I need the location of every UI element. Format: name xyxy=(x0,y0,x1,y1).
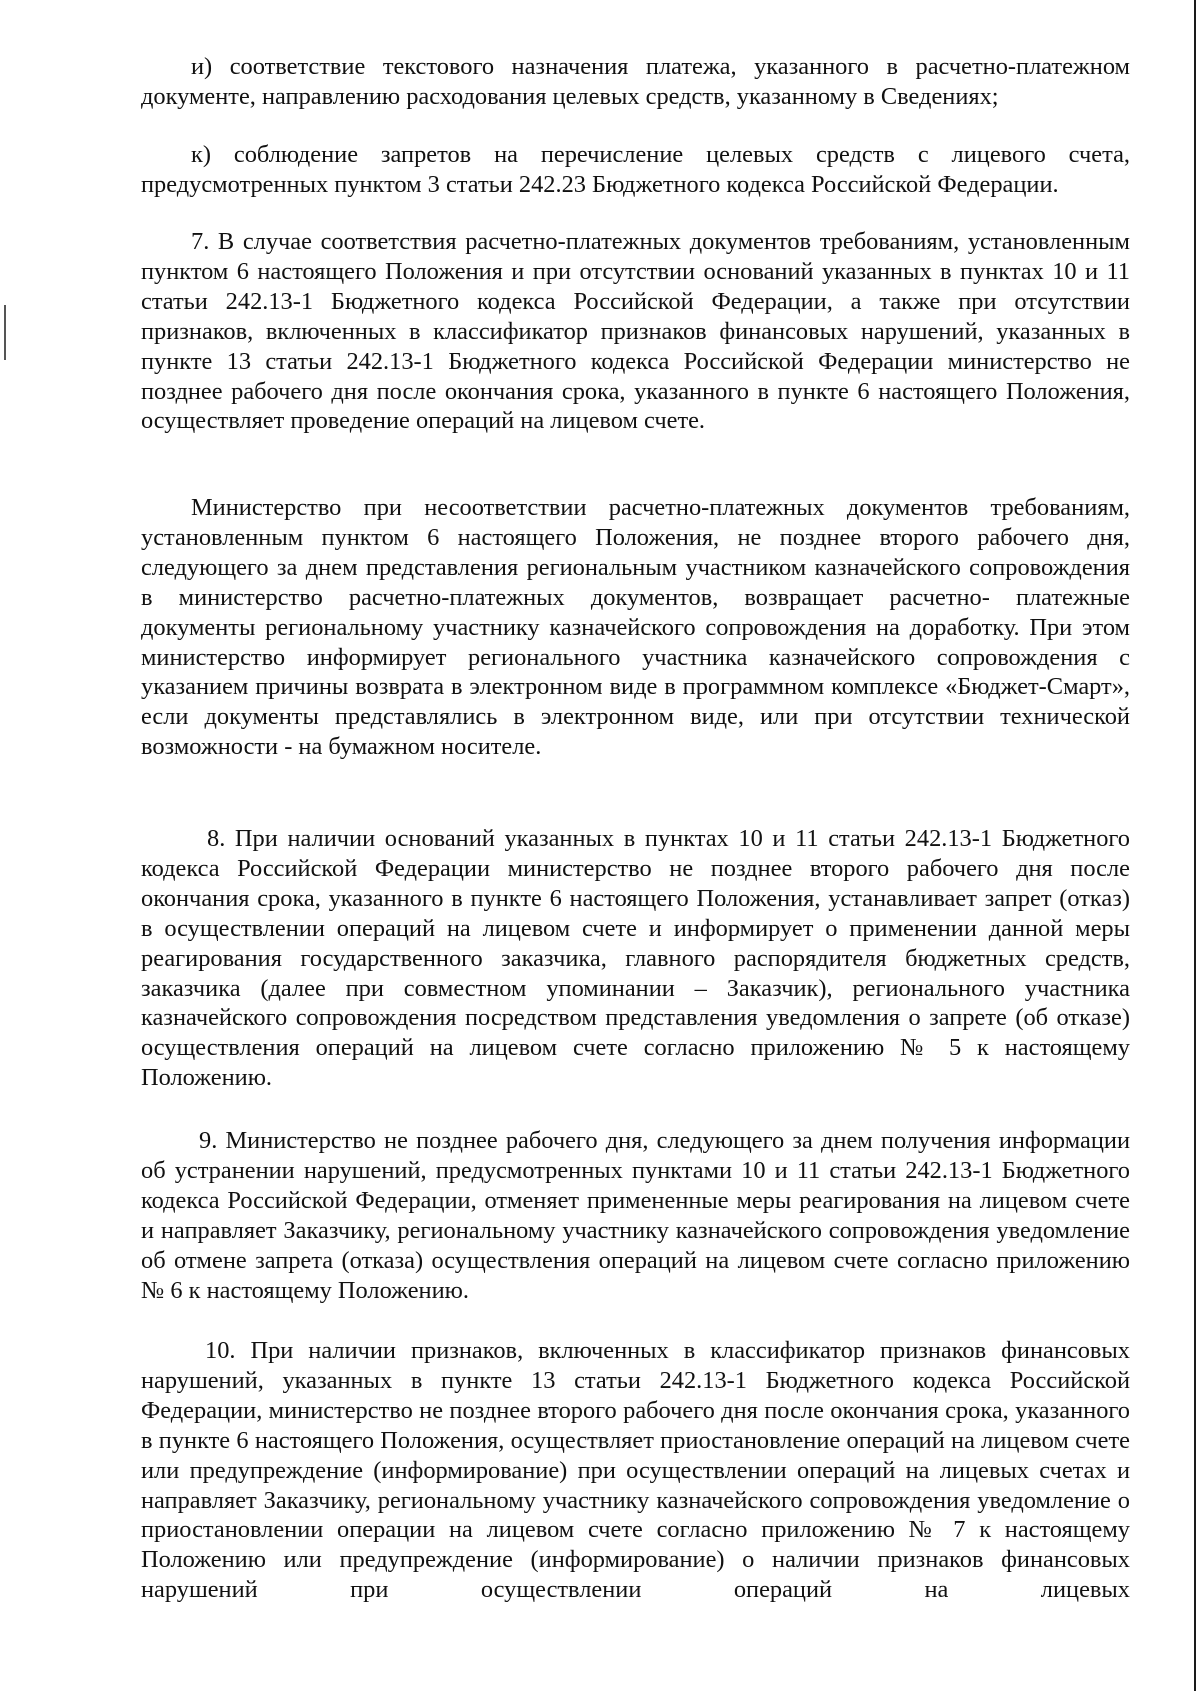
text-line: Российской Федерации министерство не позднее рабочего дня после окончания срока, xyxy=(141,347,1130,405)
text-line: приложению № 7 к настоящему Положению или предупреждение (информирование) о xyxy=(141,1516,1130,1574)
text-line: к) соблюдение запретов на перечисление целевых средств с лицевого счета, xyxy=(191,141,1130,168)
text-line: казначейского сопровождения с указанием причины возврата в электронном виде в xyxy=(141,643,1130,701)
text-line: Министерство при несоответствии расчетно-платежных документов требованиям, xyxy=(191,494,1130,521)
text-line: Федерации, министерство не позднее второго рабочего дня после окончания срока, xyxy=(141,1396,1009,1424)
text-line: и) соответствие текстового назначения платежа, указанного в расчетно-платежном xyxy=(191,53,1130,80)
text-line: установленным пунктом 6 настоящего Положения и при отсутствии оснований xyxy=(141,228,1130,285)
paragraph-section-10 xyxy=(141,1336,1130,1605)
text-line: главного распорядителя бюджетных средств, заказчика (далее при совместном xyxy=(141,944,1130,1002)
paragraph-text xyxy=(141,824,1130,1093)
text-line: информирует о применении данной меры реагирования государственного заказчика, xyxy=(141,914,1130,972)
paragraph-text xyxy=(141,493,1130,762)
text-line: сопровождения в министерство расчетно-платежных документов, возвращает расчетно- xyxy=(141,553,1130,611)
text-line: реагирования на лицевом счете и направляет Заказчику, региональному участнику xyxy=(141,1186,1130,1244)
paragraph-text xyxy=(141,140,1130,200)
text-line: Бюджетного кодекса Российской Федерации министерство не позднее второго рабочего xyxy=(141,825,1130,882)
paragraph-text xyxy=(141,52,1130,112)
text-line: Федерации, а также при отсутствии признаков, включенных в классификатор признаков xyxy=(141,287,1130,345)
text-line: на лицевом счете или предупреждение (информирование) при осуществлении операций xyxy=(141,1426,1130,1484)
paragraph-section-8 xyxy=(141,824,1130,1093)
paragraph-section-7-continuation xyxy=(141,493,1130,762)
paragraph-text xyxy=(141,227,1130,436)
page-edge-border xyxy=(1194,0,1196,1691)
text-line: упоминании – Заказчик), регионального участника казначейского сопровождения xyxy=(141,974,1130,1032)
text-line: предусмотренных пунктом 3 статьи 242.23 Бюджетного кодекса Российской Федерации. xyxy=(141,170,1059,198)
text-line: указанного в пункте 6 настоящего Положения, осуществляет приостановление операций xyxy=(141,1396,1130,1454)
text-line: лицевом счете. xyxy=(550,407,706,435)
text-line: 9. Министерство не позднее рабочего дня, следующего за днем получения xyxy=(199,1127,991,1154)
text-line: казначейского сопровождения уведомление об отмене запрета (отказа) осуществления xyxy=(141,1216,1131,1274)
text-line: доработку. При этом министерство информирует регионального участника xyxy=(141,613,1130,671)
text-line: следующего за днем представления региональным участником казначейского xyxy=(141,553,961,581)
paragraph-text xyxy=(141,1126,1130,1305)
text-line: носителе. xyxy=(441,733,542,761)
text-line: сопровождения уведомление о приостановлении операции на лицевом счете согласно xyxy=(141,1486,1130,1544)
text-line: 242.13-1 Бюджетного кодекса Российской Федерации, отменяет примененные меры xyxy=(141,1156,1130,1214)
text-line: платежные документы региональному участнику казначейского сопровождения на xyxy=(141,583,1130,641)
text-line: документе, направлению расходования целевых средств, указанному в Сведениях; xyxy=(141,82,999,110)
text-line: программном комплексе «Бюджет-Смарт», если документы представлялись в xyxy=(141,673,1130,731)
paragraph-item-i xyxy=(141,52,1130,112)
paragraph-text xyxy=(141,1336,1130,1605)
text-line: устанавливает запрет (отказ) в осуществлении операций на лицевом счете и xyxy=(141,884,1130,942)
text-line: наличии признаков финансовых нарушений при осуществлении операций на лицевых xyxy=(141,1546,1131,1604)
text-line: информации об устранении нарушений, предусмотренных пунктами 10 и 11 статьи xyxy=(141,1127,1130,1184)
text-line: 8. При наличии оснований указанных в пунктах 10 и 11 статьи 242.13-1 xyxy=(207,825,993,852)
text-line: 7. В случае соответствия расчетно-платежных документов требованиям, xyxy=(191,228,960,255)
text-line: указанного в пункте 6 настоящего Положения, осуществляет проведение операций на xyxy=(141,377,1130,435)
text-line: операций на лицевом счете согласно приложению № 6 к настоящему Положению. xyxy=(141,1246,1130,1304)
text-line: установленным пунктом 6 настоящего Положения, не позднее второго рабочего дня, xyxy=(141,523,1130,551)
text-line: посредством представления уведомления о запрете (об отказе) осуществления операций xyxy=(141,1004,1130,1062)
text-line: финансовых нарушений, указанных в пункте 13 статьи 242.13-1 Бюджетного кодекса xyxy=(141,317,1130,375)
text-line: на лицевых счетах и направляет Заказчику, региональному участнику казначейского xyxy=(141,1456,1131,1514)
text-line: дня после окончания срока, указанного в пункте 6 настоящего Положения, xyxy=(141,854,1130,912)
paragraph-section-9 xyxy=(141,1126,1130,1305)
paragraph-item-k xyxy=(141,140,1130,200)
paragraph-section-7 xyxy=(141,227,1130,436)
text-line: указанных в пунктах 10 и 11 статьи 242.13-1 Бюджетного кодекса Российской xyxy=(141,257,1130,315)
text-line: 10. При наличии признаков, включенных в классификатор признаков финансовых xyxy=(205,1337,1130,1364)
text-line: на лицевом счете согласно приложению № 5 к настоящему Положению. xyxy=(141,1034,1130,1092)
revision-margin-mark xyxy=(4,305,6,360)
text-line: нарушений, указанных в пункте 13 статьи 242.13-1 Бюджетного кодекса Российской xyxy=(141,1366,1130,1394)
text-line: электронном виде, или при отсутствии технической возможности - на бумажном xyxy=(141,703,1130,761)
